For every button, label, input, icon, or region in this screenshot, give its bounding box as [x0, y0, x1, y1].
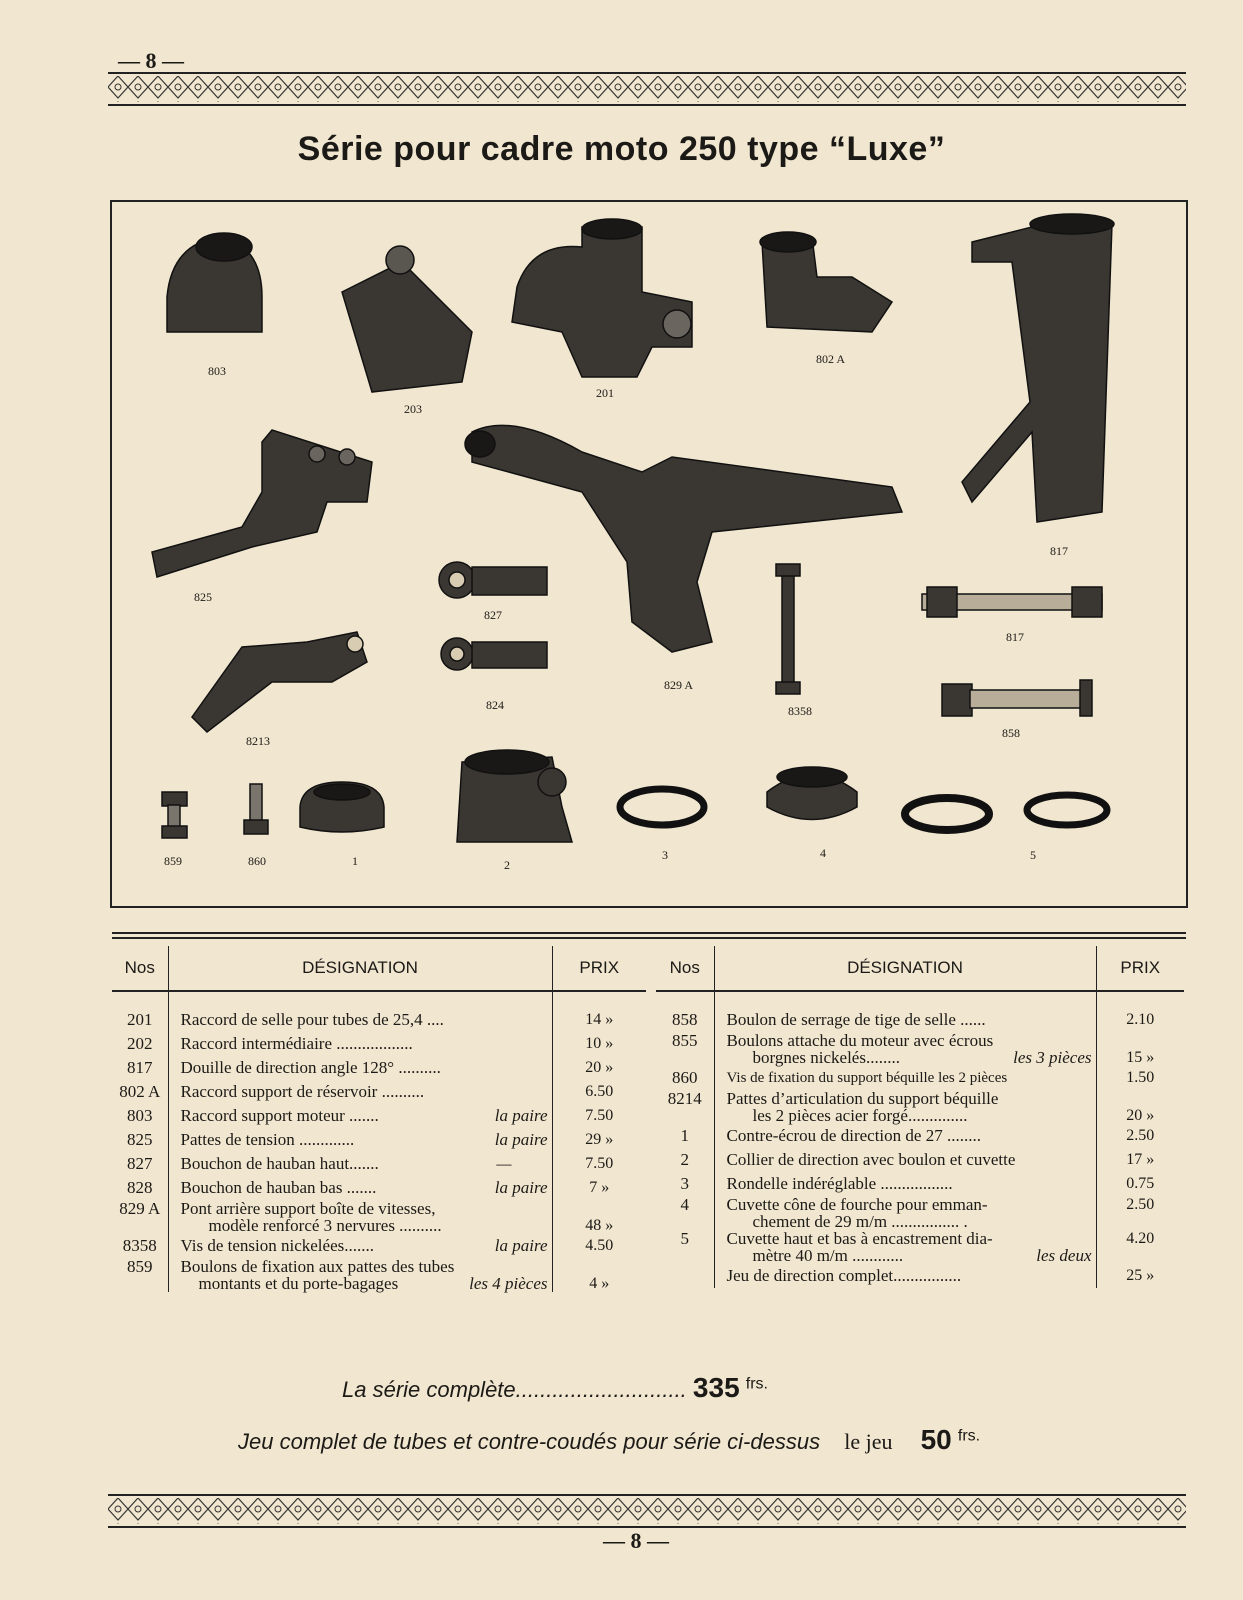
- column-header-prix: PRIX: [552, 946, 646, 991]
- page-number-top: — 8 —: [118, 48, 184, 73]
- decorative-border-bottom: [108, 1494, 1186, 1528]
- part-824-drawing: [441, 638, 547, 670]
- column-header-designation: DÉSIGNATION: [714, 946, 1096, 991]
- price-table-left: [112, 946, 646, 1292]
- part-label-817-bolt: 817: [1006, 630, 1024, 644]
- part-label-201: 201: [596, 386, 614, 400]
- column-header-no: Nos: [656, 946, 714, 991]
- part-203-drawing: [342, 246, 472, 392]
- table-row: 855 Boulons attache du moteur avec écrous borgnes nickelés........ les 3 pièces 15 »: [656, 1032, 1184, 1066]
- part-827-drawing: [439, 562, 547, 598]
- part-8213-drawing: [192, 632, 367, 732]
- part-label-825: 825: [194, 590, 212, 604]
- part-201-drawing: [512, 219, 692, 377]
- complete-series-line: La série complète............................ 335 $^{frs.}$: [342, 1372, 768, 1403]
- table-row: 1 Contre-écrou de direction de 27 ........ 2.50: [656, 1124, 1184, 1148]
- part-8358-drawing: [776, 564, 800, 694]
- column-header-no: Nos: [112, 946, 168, 991]
- table-row: 201 Raccord de selle pour tubes de 25,4 .... 14 »: [112, 991, 646, 1032]
- part-label-803: 803: [208, 364, 226, 378]
- part-label-802a: 802 A: [816, 352, 846, 366]
- table-row: 2 Collier de direction avec boulon et cuvette 17 »: [656, 1148, 1184, 1172]
- table-row: 827 Bouchon de hauban haut....... — 7.50: [112, 1152, 646, 1176]
- part-label-3: 3: [662, 848, 668, 862]
- decorative-border-top: [108, 72, 1186, 106]
- part-802a-drawing: [760, 232, 892, 332]
- part-825-drawing: [152, 430, 372, 577]
- part-5-drawing-a: [905, 798, 989, 830]
- table-row: 8214 Pattes d’articulation du support béquille les 2 pièces acier forgé.............. 20 »: [656, 1090, 1184, 1124]
- part-858-drawing: [942, 680, 1092, 716]
- part-3-drawing: [620, 789, 704, 825]
- part-2-drawing: [457, 750, 572, 842]
- parts-drawings: [112, 202, 1186, 906]
- part-817-bolt-drawing: [922, 587, 1102, 617]
- page-title: Série pour cadre moto 250 type “Luxe”: [297, 130, 946, 168]
- part-label-829a: 829 A: [664, 678, 694, 692]
- part-5-drawing-b: [1027, 795, 1107, 825]
- part-label-859: 859: [164, 854, 182, 868]
- part-803-drawing: [167, 233, 262, 332]
- part-1-drawing: [300, 782, 384, 832]
- part-label-1: 1: [352, 854, 358, 868]
- tubes-set-price: 50: [920, 1424, 952, 1455]
- part-829a-drawing: [465, 425, 902, 652]
- part-label-4: 4: [820, 846, 826, 860]
- column-header-prix: PRIX: [1096, 946, 1184, 991]
- table-row: Jeu de direction complet................ 25 »: [656, 1264, 1184, 1288]
- part-label-824: 824: [486, 698, 504, 712]
- table-row: 829 A Pont arrière support boîte de vitesses, modèle renforcé 3 nervures .......... 48 »: [112, 1200, 646, 1234]
- price-table-right: [656, 946, 1184, 1288]
- parts-illustration-panel: [110, 200, 1188, 908]
- table-row: 3 Rondelle indéréglable ................. 0.75: [656, 1172, 1184, 1196]
- table-row: 859 Boulons de fixation aux pattes des tubes montants et du porte-bagages les 4 pièces 4 »: [112, 1258, 646, 1292]
- tubes-set-line: Jeu complet de tubes et contre-coudés pour série ci-dessus le jeu 50 $^{frs.}$: [238, 1424, 981, 1455]
- part-label-817: 817: [1050, 544, 1068, 558]
- table-row: 817 Douille de direction angle 128° .......... 20 »: [112, 1056, 646, 1080]
- part-860-drawing: [244, 784, 268, 834]
- table-row: 202 Raccord intermédiaire .................. 10 »: [112, 1032, 646, 1056]
- table-row: 828 Bouchon de hauban bas ....... la paire 7 »: [112, 1176, 646, 1200]
- page-number-bottom: — 8 —: [603, 1528, 669, 1553]
- table-row: 825 Pattes de tension ............. la paire 29 »: [112, 1128, 646, 1152]
- part-label-203: 203: [404, 402, 422, 416]
- part-817-drawing: [962, 214, 1114, 522]
- complete-series-price: 335: [692, 1372, 740, 1403]
- part-label-5: 5: [1030, 848, 1036, 862]
- table-row: 4 Cuvette cône de fourche pour emman- chement de 29 m/m ................ . 2.50: [656, 1196, 1184, 1230]
- table-row: 858 Boulon de serrage de tige de selle ...... 2.10: [656, 991, 1184, 1032]
- table-row: 802 A Raccord support de réservoir .......... 6.50: [112, 1080, 646, 1104]
- table-row: 803 Raccord support moteur ....... la paire 7.50: [112, 1104, 646, 1128]
- part-label-8358: 8358: [788, 704, 812, 718]
- part-label-827: 827: [484, 608, 502, 622]
- part-label-860: 860: [248, 854, 266, 868]
- table-row: 8358 Vis de tension nickelées....... la paire 4.50: [112, 1234, 646, 1258]
- table-row: 5 Cuvette haut et bas à encastrement dia- mètre 40 m/m ............ les deux 4.20: [656, 1230, 1184, 1264]
- part-859-drawing: [162, 792, 187, 838]
- part-label-8213: 8213: [246, 734, 270, 748]
- table-row: 860 Vis de fixation du support béquille les 2 pièces 1.50: [656, 1066, 1184, 1090]
- part-label-858: 858: [1002, 726, 1020, 740]
- table-top-rules: [112, 932, 1186, 942]
- part-label-2: 2: [504, 858, 510, 872]
- column-header-designation: DÉSIGNATION: [168, 946, 552, 991]
- part-4-drawing: [767, 767, 857, 820]
